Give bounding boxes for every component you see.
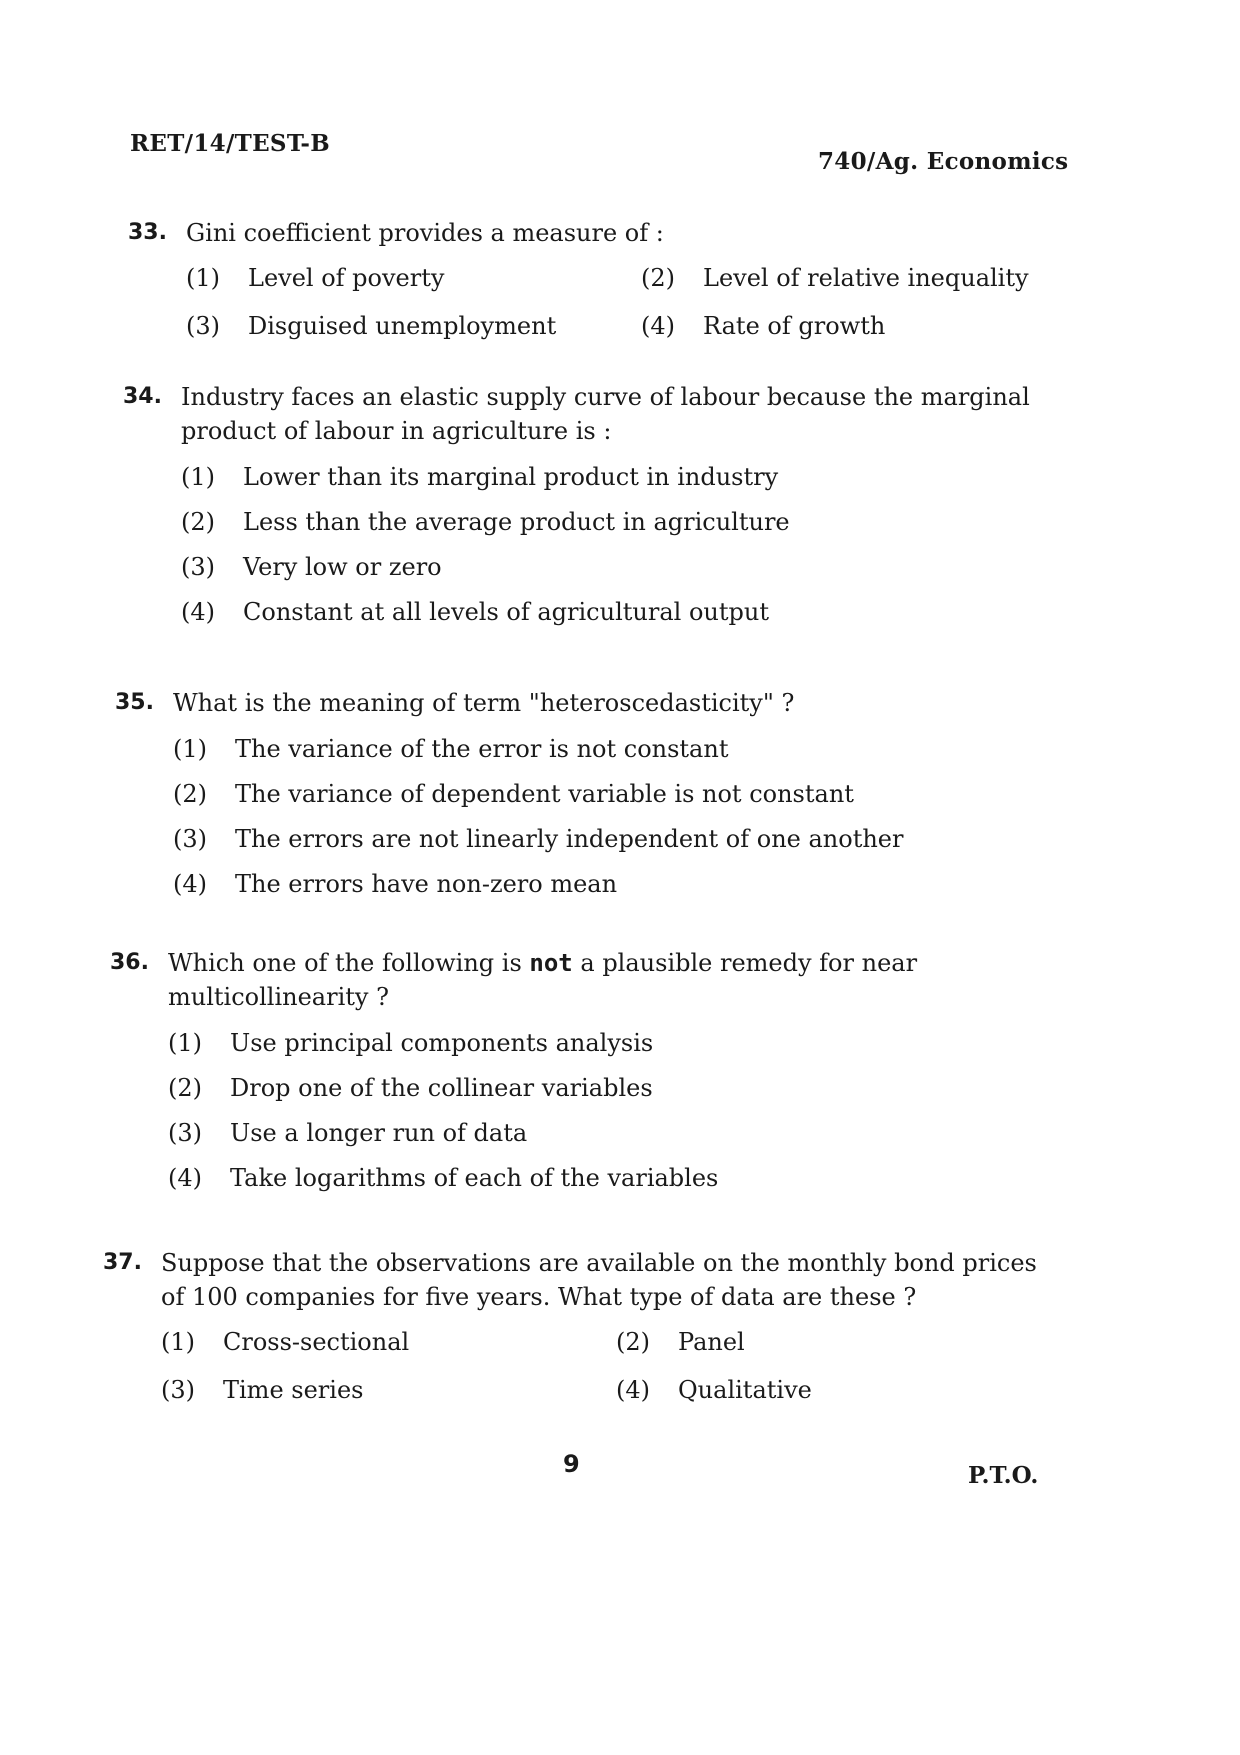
paper-code: RET/14/TEST-B bbox=[130, 130, 331, 157]
option-number: (1) bbox=[168, 1028, 202, 1057]
option-number: (2) bbox=[168, 1073, 202, 1102]
option-number: (4) bbox=[641, 312, 675, 340]
option-text: Disguised unemployment bbox=[248, 312, 557, 340]
option-text: Panel bbox=[678, 1328, 745, 1356]
options-list bbox=[173, 726, 1073, 906]
option-number: (3) bbox=[168, 1118, 202, 1147]
question-text: What is the meaning of term "heteroscedasticity" ? bbox=[173, 689, 795, 717]
option-4 bbox=[616, 1368, 1036, 1412]
option-number: (3) bbox=[161, 1376, 195, 1404]
option-number: (3) bbox=[181, 552, 215, 581]
question-number: 35. bbox=[115, 690, 154, 715]
option-text: The errors have non-zero mean bbox=[235, 869, 618, 898]
option-4 bbox=[168, 1155, 1068, 1200]
option-text: The variance of dependent variable is not constant bbox=[235, 779, 854, 808]
question-33 bbox=[128, 216, 1086, 348]
option-3 bbox=[173, 816, 1073, 861]
option-number: (3) bbox=[186, 312, 220, 340]
option-number: (2) bbox=[173, 779, 207, 808]
option-number: (3) bbox=[173, 824, 207, 853]
option-number: (1) bbox=[186, 264, 220, 292]
question-number: 37. bbox=[103, 1250, 142, 1275]
options-list bbox=[186, 256, 1086, 348]
question-emphasis: not bbox=[529, 949, 573, 977]
question-37 bbox=[103, 1246, 1061, 1412]
option-number: (2) bbox=[181, 507, 215, 536]
question-35 bbox=[115, 686, 1073, 906]
option-text: Less than the average product in agriculture bbox=[243, 507, 790, 536]
question-text: Gini coefficient provides a measure of : bbox=[186, 219, 664, 247]
question-number: 36. bbox=[110, 950, 149, 975]
option-number: (1) bbox=[173, 734, 207, 763]
option-4 bbox=[181, 589, 1081, 634]
option-number: (4) bbox=[181, 597, 215, 626]
question-text bbox=[168, 946, 1068, 1014]
question-number: 34. bbox=[123, 384, 162, 409]
option-text: Drop one of the collinear variables bbox=[230, 1073, 653, 1102]
option-text: Lower than its marginal product in industry bbox=[243, 462, 779, 491]
pto-label: P.T.O. bbox=[968, 1462, 1039, 1489]
question-text: Suppose that the observations are available on the monthly bond prices of 100 companies for five years. What type of data are these ? bbox=[161, 1249, 1037, 1311]
option-text: Level of poverty bbox=[248, 264, 445, 292]
question-number: 33. bbox=[128, 220, 167, 245]
option-text: Use principal components analysis bbox=[230, 1028, 654, 1057]
option-2 bbox=[616, 1320, 1036, 1364]
option-number: (1) bbox=[181, 462, 215, 491]
option-1 bbox=[186, 256, 641, 300]
option-3 bbox=[186, 304, 641, 348]
option-text: Cross-sectional bbox=[223, 1328, 410, 1356]
options-list bbox=[161, 1320, 1061, 1412]
option-number: (2) bbox=[641, 264, 675, 292]
question-text: Industry faces an elastic supply curve of labour because the marginal product of labour in agriculture is : bbox=[181, 383, 1030, 445]
option-text: Take logarithms of each of the variables bbox=[230, 1163, 719, 1192]
option-3 bbox=[168, 1110, 1068, 1155]
option-4 bbox=[173, 861, 1073, 906]
option-text: Rate of growth bbox=[703, 312, 886, 340]
option-number: (4) bbox=[168, 1163, 202, 1192]
option-1 bbox=[181, 454, 1081, 499]
option-text: Level of relative inequality bbox=[703, 264, 1029, 292]
option-text: Qualitative bbox=[678, 1376, 812, 1404]
option-number: (1) bbox=[161, 1328, 195, 1356]
option-text: Very low or zero bbox=[243, 552, 442, 581]
option-2 bbox=[168, 1065, 1068, 1110]
option-text: The variance of the error is not constant bbox=[235, 734, 729, 763]
option-3 bbox=[161, 1368, 616, 1412]
option-text: Time series bbox=[223, 1376, 364, 1404]
option-1 bbox=[173, 726, 1073, 771]
options-list bbox=[181, 454, 1081, 634]
option-2 bbox=[181, 499, 1081, 544]
option-2 bbox=[641, 256, 1061, 300]
option-number: (4) bbox=[173, 869, 207, 898]
question-text-before: Which one of the following is bbox=[168, 949, 530, 977]
option-4 bbox=[641, 304, 1061, 348]
option-text: The errors are not linearly independent of one another bbox=[235, 824, 904, 853]
option-number: (2) bbox=[616, 1328, 650, 1356]
options-list bbox=[168, 1020, 1068, 1200]
option-number: (4) bbox=[616, 1376, 650, 1404]
subject-code: 740/Ag. Economics bbox=[818, 148, 1069, 175]
option-3 bbox=[181, 544, 1081, 589]
question-text-after: a plausible remedy for near multicollinearity ? bbox=[168, 949, 918, 1011]
question-34 bbox=[123, 380, 1081, 634]
option-1 bbox=[168, 1020, 1068, 1065]
option-text: Constant at all levels of agricultural output bbox=[243, 597, 769, 626]
option-text: Use a longer run of data bbox=[230, 1118, 528, 1147]
question-36 bbox=[110, 946, 1068, 1200]
option-2 bbox=[173, 771, 1073, 816]
option-1 bbox=[161, 1320, 616, 1364]
page-number: 9 bbox=[563, 1450, 580, 1478]
